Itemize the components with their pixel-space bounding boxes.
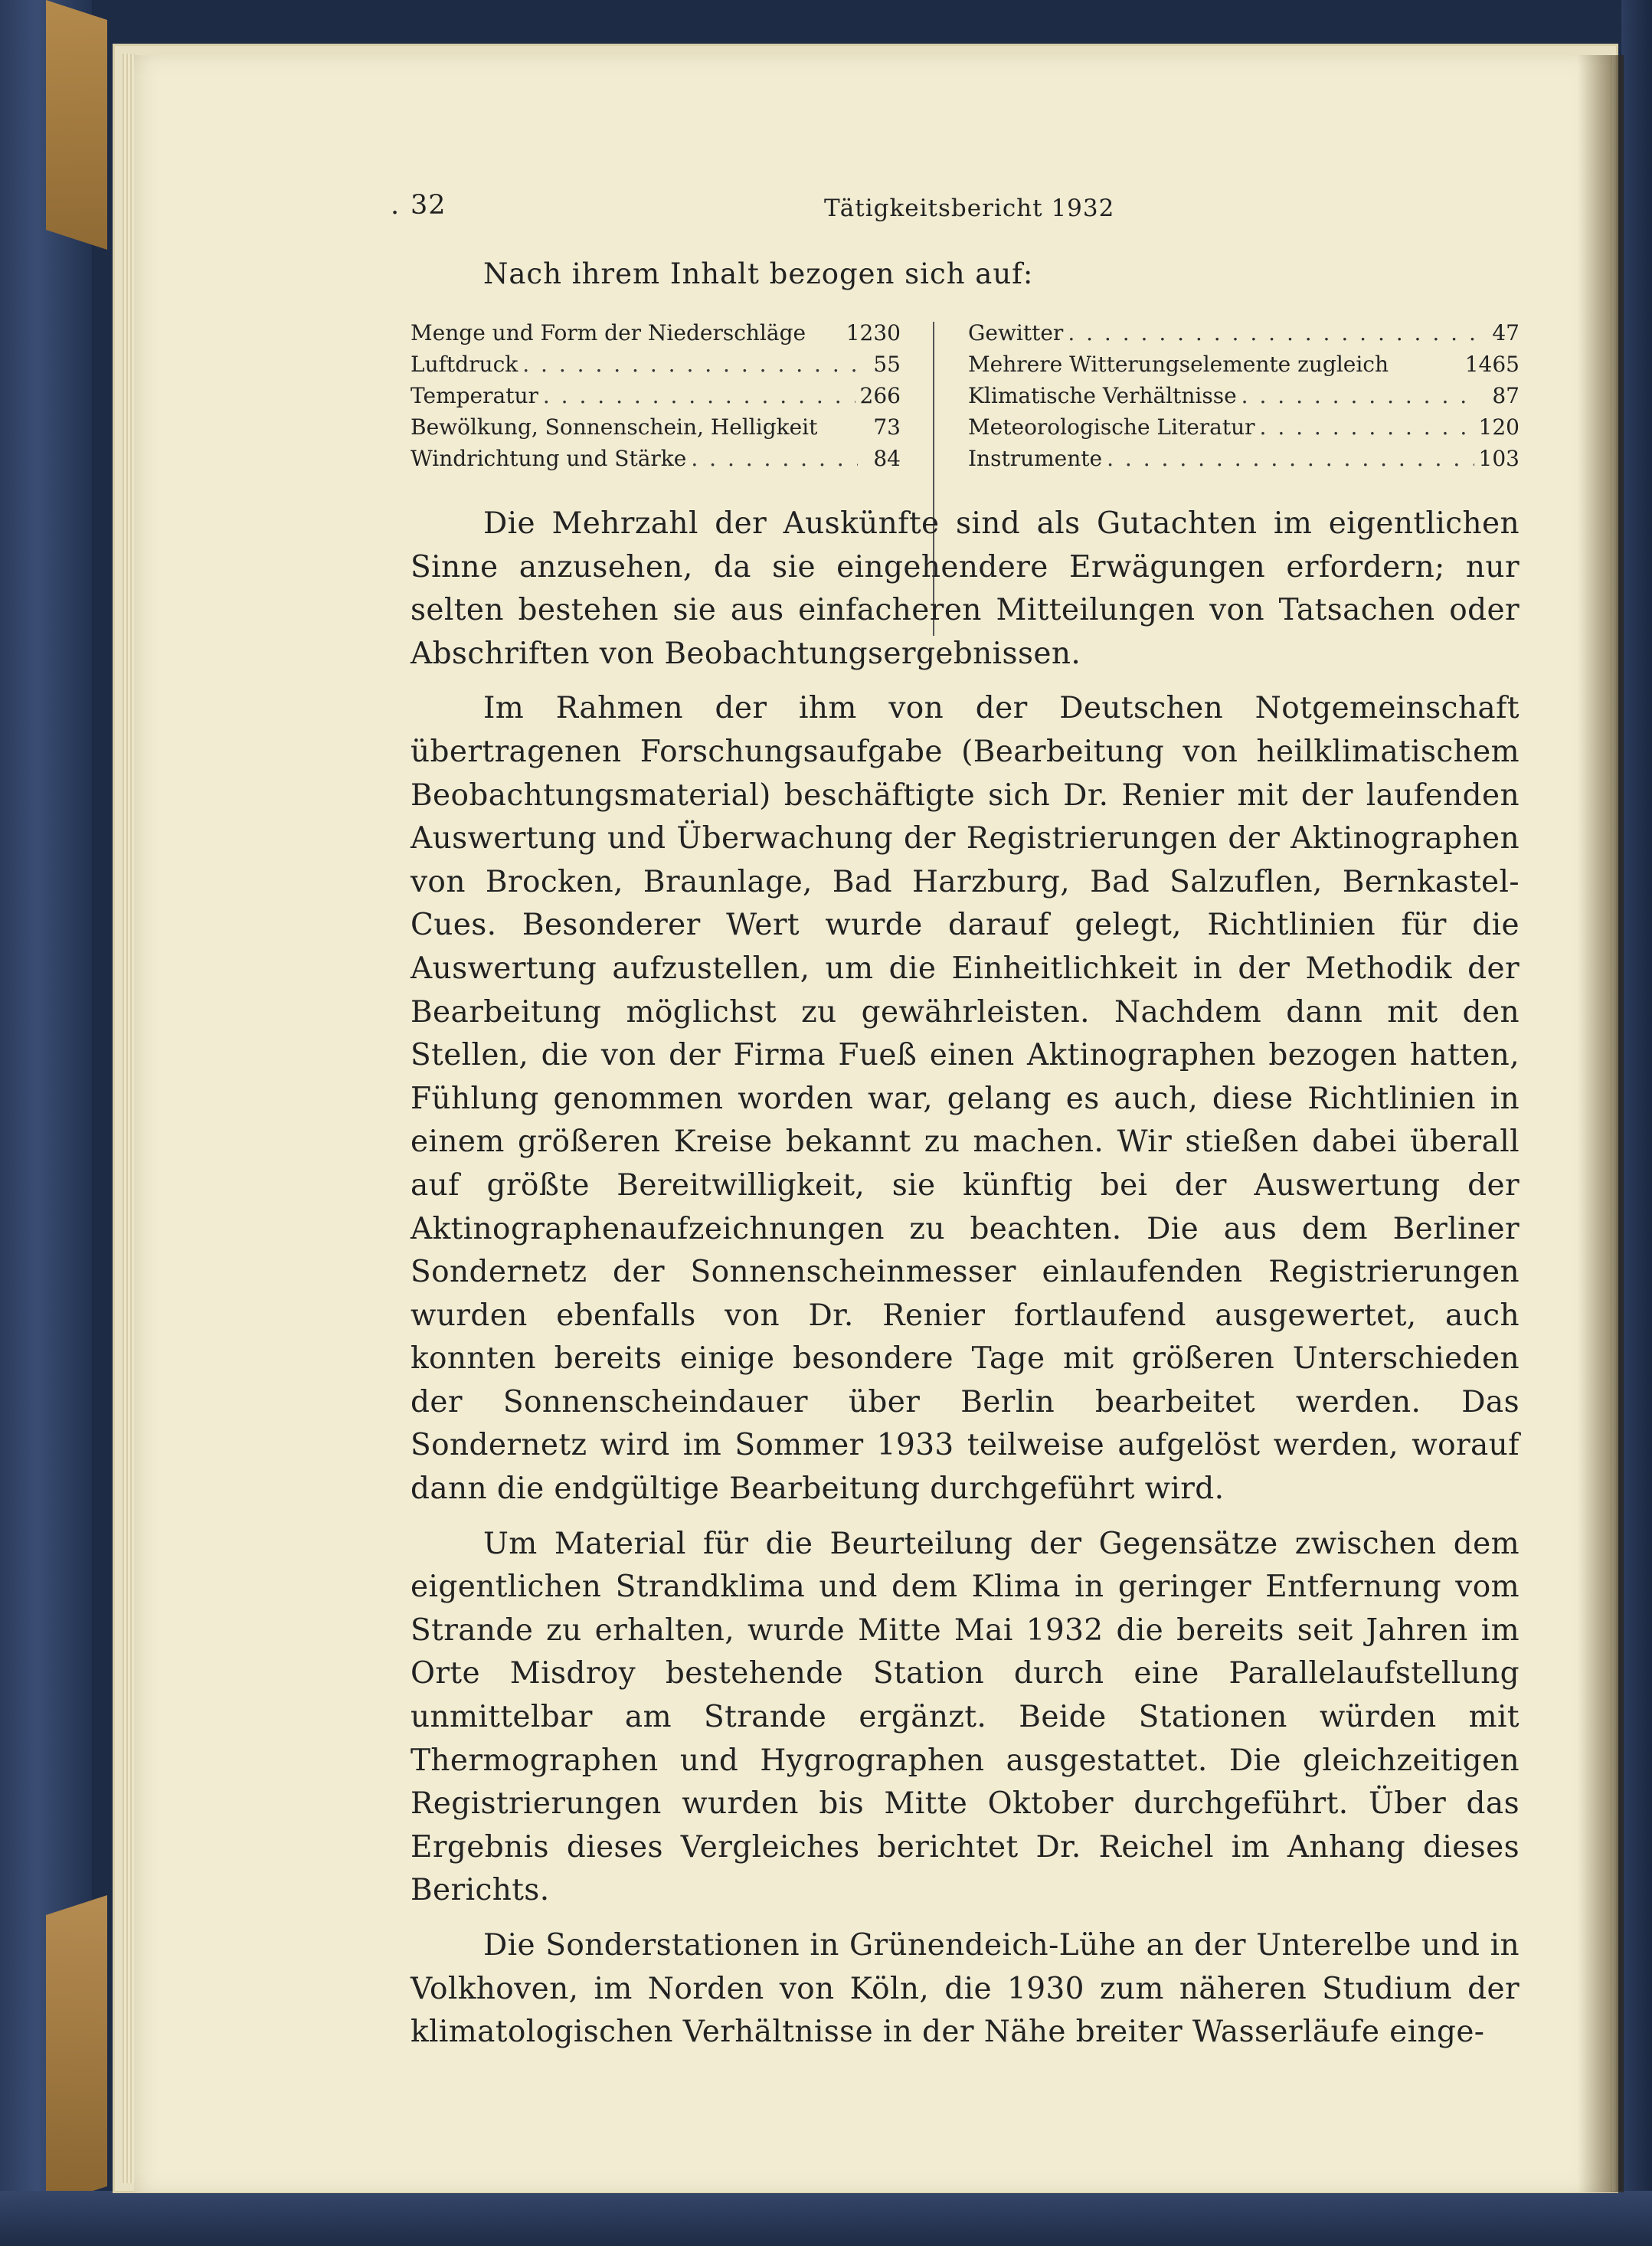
stats-row: Klimatische Verhältnisse . . . 87 [968, 380, 1520, 411]
book-corner-bottom [46, 1895, 107, 2206]
page-header [411, 181, 1520, 227]
stats-row: Bewölkung, Sonnenschein, Helligkeit 73 [411, 414, 901, 440]
stats-row: Luftdruck . . . 55 [411, 349, 901, 380]
page-number: . 32 [411, 190, 447, 221]
leader-dots [543, 380, 855, 411]
leader-dots [1260, 411, 1474, 443]
leader-dots [522, 349, 858, 380]
body-text [411, 503, 1520, 2066]
leader-dots [1068, 317, 1477, 349]
page-gutter-shadow [1578, 55, 1624, 2192]
book-cover-right [1621, 0, 1652, 2246]
leader-dots [1107, 443, 1474, 474]
stats-row: Instrumente . . . 103 [968, 443, 1520, 474]
leader-dots [691, 443, 858, 474]
stats-column-right [968, 317, 1520, 474]
paragraph: Im Rahmen der ihm von der Deutschen Notgemeinschaft übertragenen Forschungsaufgabe (Bearbeitung von heilklimatischem Beobachtungsmaterial) beschäftigte sich Dr. Renier mit der laufenden Auswertung und Überwachung der Registrierungen der Aktinographen von Brocken, Braunlage, Bad Harzburg, Bad Salzuflen, Bernkastel-Cues. Besonderer Wert wurde darauf gelegt, Richtlinien für die Auswertung aufzustellen, um die Einheitlichkeit in der Methodik der Bearbeitung möglichst zu gewährleisten. Nachdem dann mit den Stellen, die von der Firma Fueß einen Aktinographen bezogen hatten, Fühlung genommen worden war, gelang es auch, diese Richtlinien in einem größeren Kreise bekannt zu machen. Wir stießen dabei überall auf größte Bereitwilligkeit, sie künftig bei der Auswertung der Aktinographenaufzeichnungen zu beachten. Die aus dem Berliner Sondernetz der Sonnenscheinmesser einlaufenden Registrierungen wurden ebenfalls von Dr. Renier fortlaufend ausgewertet, auch konnten bereits einige besondere Tage mit größeren Unterschieden der Sonnenscheindauer über Berlin bearbeitet werden. Das Sondernetz wird im Sommer 1933 teilweise aufgelöst werden, worauf dann die endgültige Bearbeitung durchgeführt wird. [411, 691, 1520, 1507]
stats-row: Gewitter . . . 47 [968, 317, 1520, 349]
paragraph: Um Material für die Beurteilung der Gegensätze zwischen dem eigentlichen Strandklima und dem Klima in geringer Entfernung vom Strande zu erhalten, wurde Mitte Mai 1932 die bereits seit Jahren im Orte Misdroy bestehende Station durch eine Parallelaufstellung unmittelbar am Strande ergänzt. Beide Stationen würden mit Thermographen und Hygrographen ausgestattet. Die gleichzeitigen Registrierungen wurden bis Mitte Oktober durchgeführt. Über das Ergebnis dieses Vergleiches berichtet Dr. Reichel im Anhang dieses Berichts. [411, 1526, 1520, 1908]
stats-row: Windrichtung und Stärke . . . 84 [411, 443, 901, 474]
running-head: Tätigkeitsbericht 1932 [824, 195, 1115, 222]
book-corner-top [46, 0, 107, 250]
stats-row: Menge und Form der Niederschläge 1230 [411, 320, 901, 345]
book-cover-bottom [0, 2191, 1652, 2246]
stats-row: Temperatur . . . 266 [411, 380, 901, 411]
stats-row: Mehrere Witterungselemente zugleich 1465 [968, 352, 1520, 377]
leader-dots [1241, 380, 1477, 411]
page-stack-lines [123, 54, 135, 2183]
table-intro: Nach ihrem Inhalt bezogen sich auf: [483, 257, 1034, 290]
stats-column-left [411, 317, 901, 474]
stats-row: Meteorologische Literatur . . . 120 [968, 411, 1520, 443]
paragraph: Die Sonderstationen in Grünendeich-Lühe an der Unterelbe und in Volkhoven, im Norden von Köln, die 1930 zum näheren Studium der klimatologischen Verhältnisse in der Nähe breiter Wasserläufe einge- [411, 1928, 1520, 2050]
paragraph: Die Mehrzahl der Auskünfte sind als Gutachten im eigentlichen Sinne anzusehen, da sie eingehendere Erwägungen erfordern; nur selten bestehen sie aus einfacheren Mitteilungen von Tatsachen oder Abschriften von Beobachtungsergebnissen. [411, 506, 1520, 671]
